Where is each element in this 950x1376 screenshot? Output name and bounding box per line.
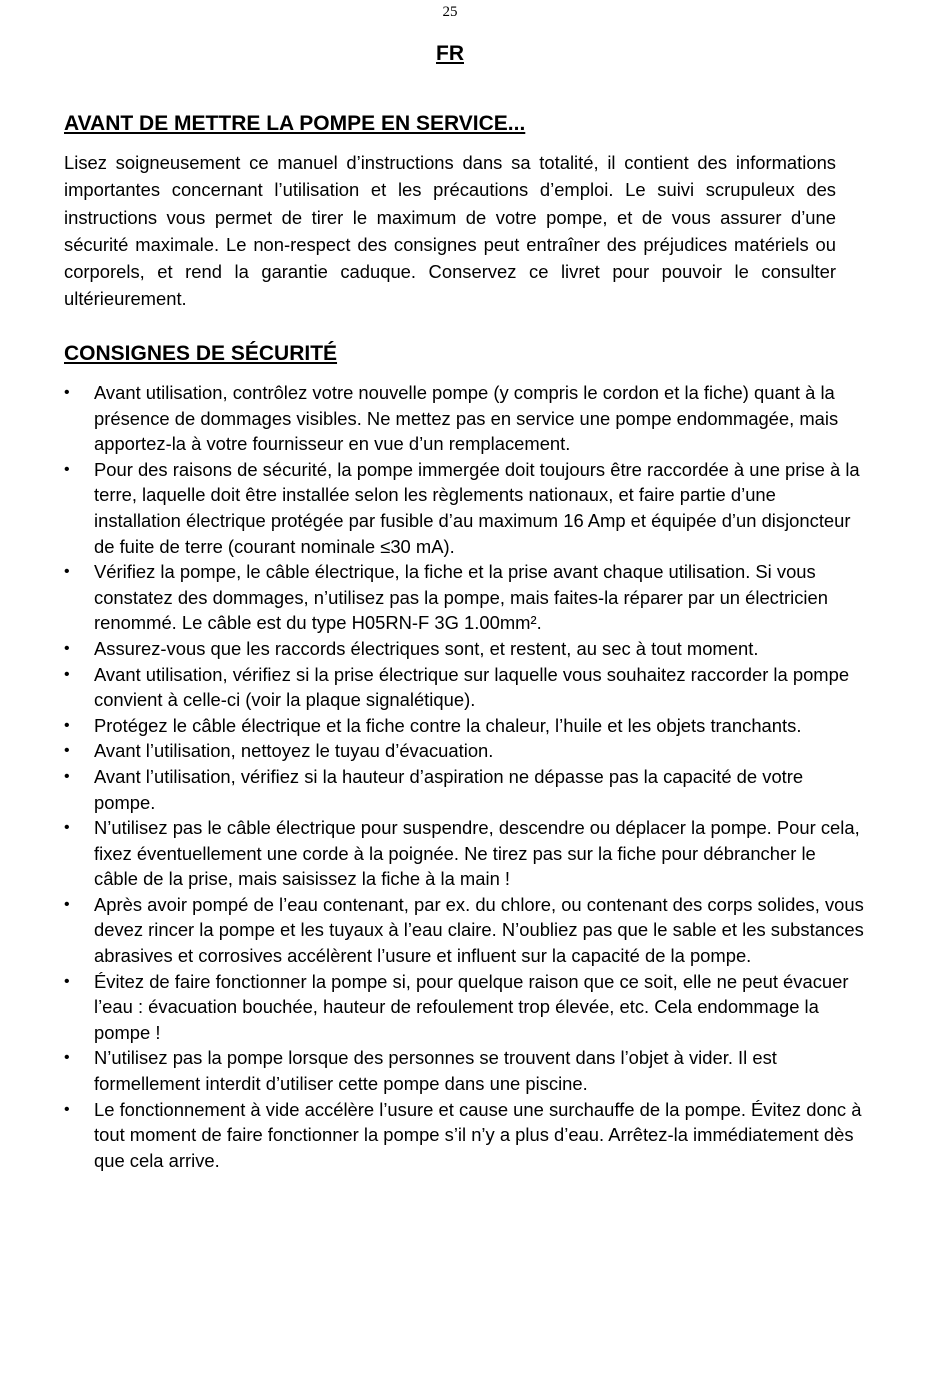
list-item-text: N’utilisez pas la pompe lorsque des personnes se trouvent dans l’objet à vider. Il est formellement interdit d’utiliser cette pompe dans une piscine.: [94, 1047, 777, 1095]
bullet-icon: •: [64, 460, 70, 478]
list-item-text: Protégez le câble électrique et la fiche contre la chaleur, l’huile et les objets tranchants.: [94, 714, 802, 736]
bullet-icon: •: [64, 384, 70, 401]
list-item: [64, 764, 864, 815]
list-item-text: Avant l’utilisation, vérifiez si la hauteur d’aspiration ne dépasse pas la capacité de votre pompe.: [94, 765, 804, 813]
list-item-text: Évitez de faire fonctionner la pompe si, pour quelque raison que ce soit, elle ne peut évacuer l’eau : évacuation bouchée, hauteur de refoulement trop élevée, etc. Cela endommage la pompe !: [94, 970, 849, 1043]
bullet-icon: •: [64, 716, 70, 734]
list-item: [64, 713, 864, 739]
list-item-text: Avant utilisation, contrôlez votre nouvelle pompe (y compris le cordon et la fiche) quant à la présence de dommages visibles. Ne mettez pas en service une pompe endommagée, mais apportez-la à votre fournisseur en vue d’un remplacement.: [94, 382, 839, 455]
list-item: [64, 559, 864, 636]
intro-heading: AVANT DE METTRE LA POMPE EN SERVICE...: [64, 112, 526, 135]
list-item: [64, 738, 864, 764]
list-item: [64, 457, 864, 559]
list-item-text: Pour des raisons de sécurité, la pompe immergée doit toujours être raccordée à une prise à la terre, laquelle doit être installée selon les règlements nationaux, et faire partie d’une installation électrique protégée par fusible d’au maximum 16 Amp et équipée d’un disjoncteur de fuite de terre (courant nominale ≤30 mA).: [94, 458, 860, 557]
list-item: [64, 815, 864, 892]
list-item-text: Le fonctionnement à vide accélère l’usure et cause une surchauffe de la pompe. Évitez donc à tout moment de faire fonctionner la pompe s’il n’y a plus d’eau. Arrêtez-la immédiatement dès que cela arrive.: [94, 1098, 862, 1171]
list-item: [64, 1097, 864, 1174]
bullet-icon: •: [64, 819, 70, 837]
list-item-text: N’utilisez pas le câble électrique pour suspendre, descendre ou déplacer la pompe. Pour cela, fixez éventuellement une corde à la poignée. Ne tirez pas sur la fiche pour débrancher le câble de la prise, mais saisissez la fiche à la main !: [94, 817, 860, 890]
bullet-icon: •: [64, 639, 70, 657]
bullet-icon: •: [64, 1049, 70, 1067]
bullet-icon: •: [64, 972, 70, 990]
bullet-icon: •: [64, 665, 70, 683]
bullet-icon: •: [64, 895, 70, 913]
page-number: 25: [442, 4, 458, 20]
list-item: [64, 969, 864, 1046]
bullet-icon: •: [64, 742, 70, 760]
list-item-text: Assurez-vous que les raccords électriques sont, et restent, au sec à tout moment.: [94, 637, 759, 659]
list-item-text: Avant l’utilisation, nettoyez le tuyau d’évacuation.: [94, 740, 494, 762]
list-item-text: Avant utilisation, vérifiez si la prise électrique sur laquelle vous souhaitez raccorder la pompe convient à celle-ci (voir la plaque signalétique).: [94, 663, 850, 711]
safety-instructions-list: [64, 380, 864, 1173]
list-item-text: Après avoir pompé de l’eau contenant, par ex. du chlore, ou contenant des corps solides, vous devez rincer la pompe et les tuyaux à l’eau claire. N’oubliez pas que le sable et les substances abrasives et corrosives accélèrent l’usure et influent sur la capacité de la pompe.: [94, 893, 864, 967]
intro-paragraph: Lisez soigneusement ce manuel d’instructions dans sa totalité, il contient des informations importantes concernant l’utilisation et les précautions d’emploi. Le suivi scrupuleux des instructions vous permet de tirer le maximum de votre pompe, et de vous assurer d’une sécurité maximale. Le non-respect des consignes peut entraîner des préjudices matériels ou corporels, et rend la garantie caduque. Conservez ce livret pour pouvoir le consulter ultérieurement.: [64, 152, 836, 310]
safety-heading: CONSIGNES DE SÉCURITÉ: [64, 342, 338, 365]
list-item: [64, 662, 864, 713]
list-item: [64, 892, 864, 969]
language-code: FR: [436, 42, 464, 65]
bullet-icon: •: [64, 563, 70, 581]
list-item: [64, 1045, 864, 1096]
bullet-icon: •: [64, 767, 70, 785]
list-item-text: Vérifiez la pompe, le câble électrique, la fiche et la prise avant chaque utilisation. Si vous constatez des dommages, n’utilisez pas la pompe, mais faites-la réparer par un électricien renommé. Le câble est du type H05RN-F 3G 1.00mm².: [94, 561, 828, 634]
bullet-icon: •: [64, 1100, 70, 1118]
list-item: [64, 636, 864, 662]
list-item: [64, 380, 864, 457]
